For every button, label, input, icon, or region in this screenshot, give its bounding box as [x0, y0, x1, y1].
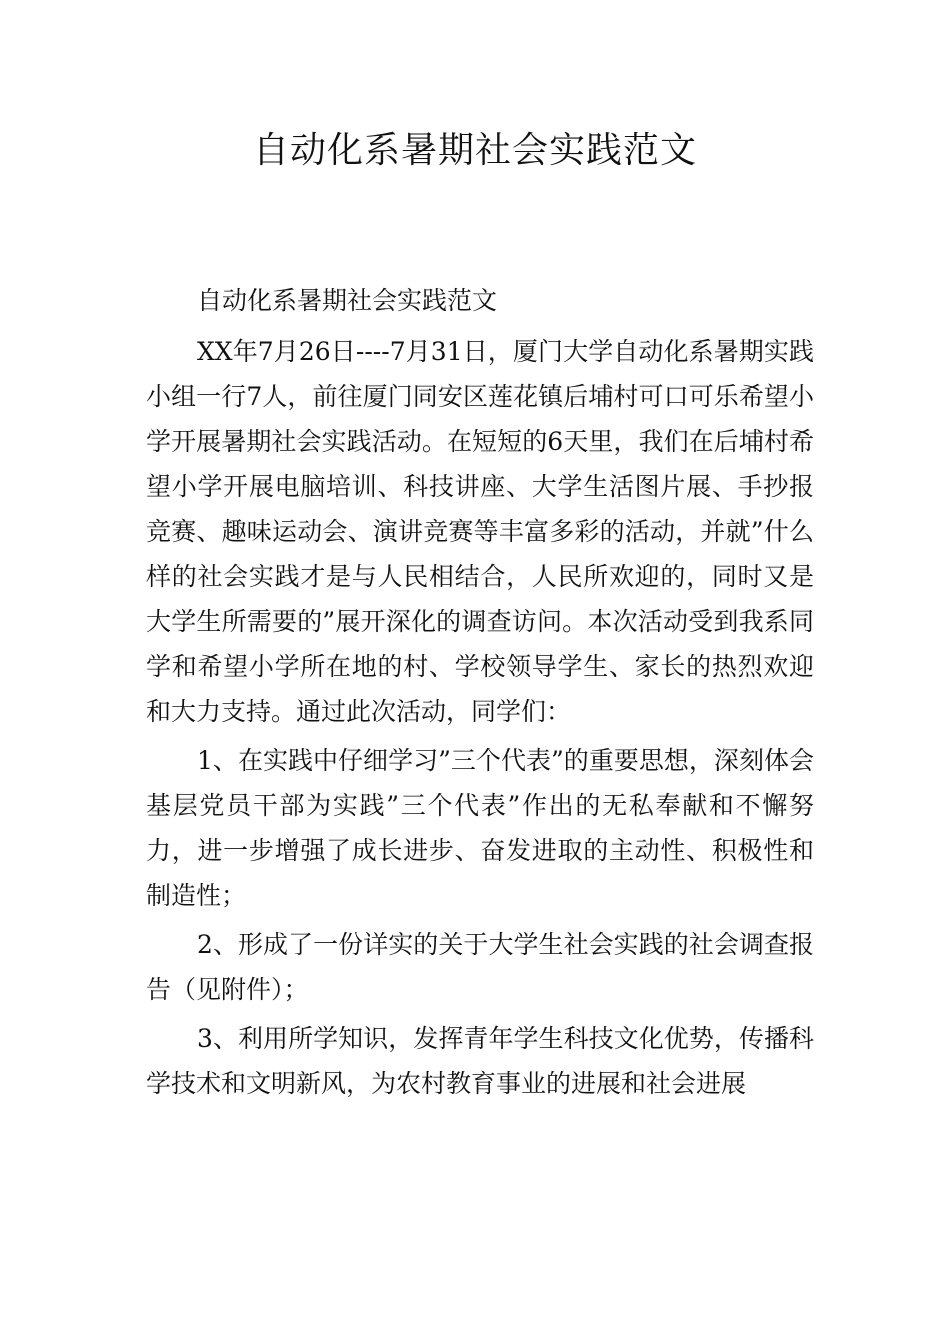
paragraph-intro: XX年7月26日----7月31日，厦门大学自动化系暑期实践小组一行7人，前往厦门同安区莲花镇后埔村可口可乐希望小学开展暑期社会实践活动。在短短的6天里，我们在后埔村希望小学开展电脑培训、科技讲座、大学生活图片展、手抄报竞赛、趣味运动会、演讲竞赛等丰富多彩的活动，并就”什么样的社会实践才是与人民相结合，人民所欢迎的，同时又是大学生所需要的”展开深化的调查访问。本次活动受到我系同学和希望小学所在地的村、学校领导学生、家长的热烈欢迎和大力支持。通过此次活动，同学们： [146, 337, 814, 726]
paragraph-point-3: 3、利用所学知识，发挥青年学生科技文化优势，传播科学技术和文明新风，为农村教育事业的进展和社会进展 [146, 1024, 814, 1098]
document-title: 自动化系暑期社会实践范文 [252, 130, 697, 171]
paragraph-point-1: 1、在实践中仔细学习”三个代表”的重要思想，深刻体会基层党员干部为实践”三个代表”作出的无私奉献和不懈努力，进一步增强了成长进步、奋发进取的主动性、积极性和制造性； [146, 746, 814, 910]
paragraph-point-2: 2、形成了一份详实的关于大学生社会实践的社会调查报告（见附件）； [146, 930, 814, 1004]
document-subtitle: 自动化系暑期社会实践范文 [197, 286, 498, 315]
document-body [146, 278, 814, 1110]
